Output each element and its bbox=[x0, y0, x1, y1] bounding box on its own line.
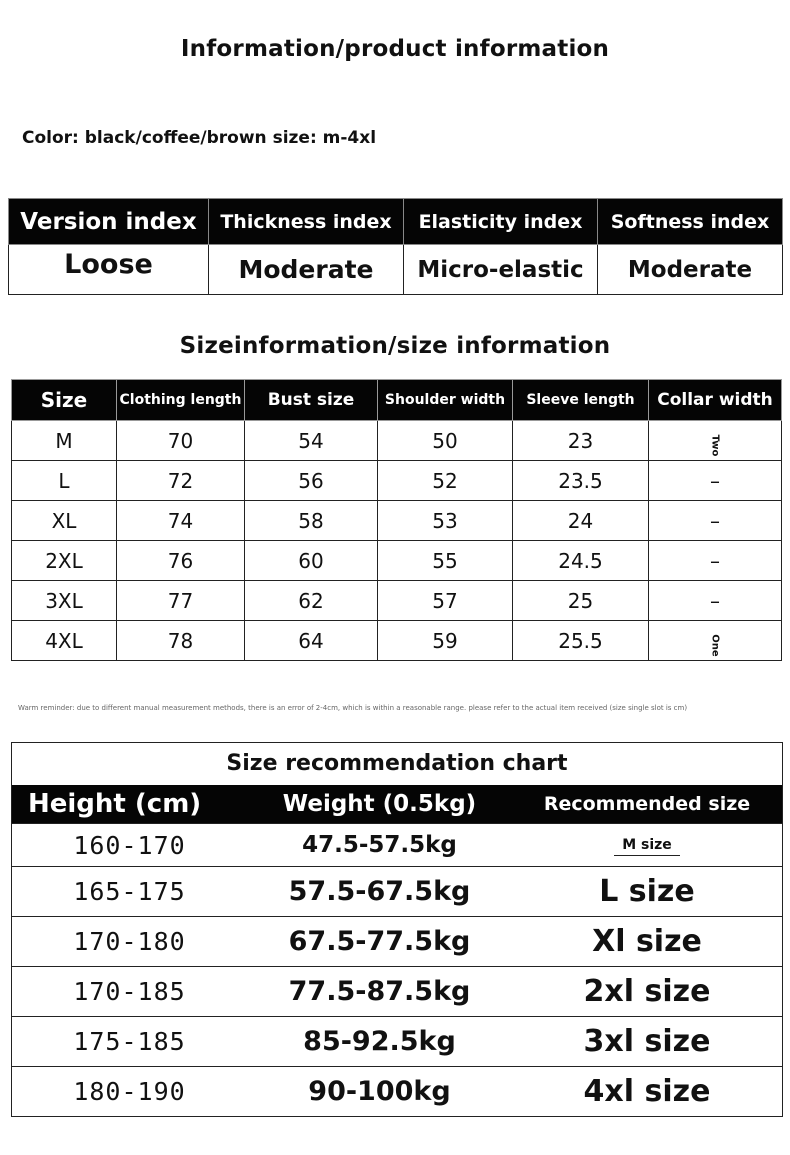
header-version-index: Version index bbox=[9, 199, 209, 245]
size-table bbox=[11, 379, 782, 661]
size-header-sleeve: Sleeve length bbox=[513, 380, 649, 421]
recommendation-table bbox=[12, 785, 782, 1116]
header-softness-index: Softness index bbox=[598, 199, 783, 245]
index-table bbox=[8, 198, 783, 295]
rec-size: 4xl size bbox=[512, 1067, 782, 1117]
size-cell: – bbox=[649, 581, 782, 621]
value-softness-index: Moderate bbox=[598, 245, 783, 295]
collar-note-two: Two bbox=[709, 434, 721, 456]
size-cell: 60 bbox=[245, 541, 378, 581]
size-row bbox=[12, 581, 782, 621]
rec-height: 170-185 bbox=[12, 967, 247, 1017]
value-elasticity-index: Micro-elastic bbox=[404, 245, 598, 295]
size-row bbox=[12, 501, 782, 541]
size-header-size: Size bbox=[12, 380, 117, 421]
size-cell bbox=[649, 421, 782, 461]
size-cell: 55 bbox=[378, 541, 513, 581]
rec-weight: 57.5-67.5kg bbox=[247, 867, 512, 917]
size-cell: 23 bbox=[513, 421, 649, 461]
size-cell: 74 bbox=[117, 501, 245, 541]
rec-size: Xl size bbox=[512, 917, 782, 967]
size-cell: 58 bbox=[245, 501, 378, 541]
rec-size: L size bbox=[512, 867, 782, 917]
size-header-clothing-length: Clothing length bbox=[117, 380, 245, 421]
header-elasticity-index: Elasticity index bbox=[404, 199, 598, 245]
size-recommendation-chart bbox=[11, 742, 783, 1117]
size-cell: XL bbox=[12, 501, 117, 541]
collar-note-one: One bbox=[709, 633, 721, 657]
size-cell: 24 bbox=[513, 501, 649, 541]
value-thickness-index: Moderate bbox=[209, 245, 404, 295]
rec-weight: 47.5-57.5kg bbox=[247, 824, 512, 867]
size-cell: 77 bbox=[117, 581, 245, 621]
rec-row bbox=[12, 917, 782, 967]
rec-size: 2xl size bbox=[512, 967, 782, 1017]
size-header-shoulder: Shoulder width bbox=[378, 380, 513, 421]
rec-weight: 85-92.5kg bbox=[247, 1017, 512, 1067]
size-title: Sizeinformation/size information bbox=[179, 333, 611, 359]
rec-row bbox=[12, 1067, 782, 1117]
rec-weight: 90-100kg bbox=[247, 1067, 512, 1117]
size-cell: 53 bbox=[378, 501, 513, 541]
rec-row bbox=[12, 824, 782, 867]
size-cell: 62 bbox=[245, 581, 378, 621]
size-cell: 64 bbox=[245, 621, 378, 661]
size-cell: 25 bbox=[513, 581, 649, 621]
size-row bbox=[12, 421, 782, 461]
size-cell: 54 bbox=[245, 421, 378, 461]
size-cell: 57 bbox=[378, 581, 513, 621]
info-title: Information/product information bbox=[180, 36, 610, 62]
rec-weight: 77.5-87.5kg bbox=[247, 967, 512, 1017]
header-thickness-index: Thickness index bbox=[209, 199, 404, 245]
size-cell: 3XL bbox=[12, 581, 117, 621]
rec-weight: 67.5-77.5kg bbox=[247, 917, 512, 967]
size-row bbox=[12, 461, 782, 501]
rec-height: 165-175 bbox=[12, 867, 247, 917]
size-header-bust: Bust size bbox=[245, 380, 378, 421]
size-cell: 70 bbox=[117, 421, 245, 461]
rec-row bbox=[12, 867, 782, 917]
rec-row bbox=[12, 1017, 782, 1067]
rec-height: 175-185 bbox=[12, 1017, 247, 1067]
size-cell: M bbox=[12, 421, 117, 461]
rec-height: 160-170 bbox=[12, 824, 247, 867]
rec-height: 180-190 bbox=[12, 1067, 247, 1117]
size-cell: 72 bbox=[117, 461, 245, 501]
value-version-index: Loose bbox=[9, 245, 209, 295]
warm-reminder: Warm reminder: due to different manual measurement methods, there is an error of 2-4cm, which is within a reasonable range. please refer to the actual item received (size single slot is cm) bbox=[18, 704, 688, 712]
size-cell: 24.5 bbox=[513, 541, 649, 581]
rec-size: 3xl size bbox=[512, 1017, 782, 1067]
rec-row bbox=[12, 967, 782, 1017]
size-header-collar: Collar width bbox=[649, 380, 782, 421]
rec-header-weight: Weight (0.5kg) bbox=[247, 785, 512, 824]
size-row bbox=[12, 621, 782, 661]
rec-header-size: Recommended size bbox=[512, 785, 782, 824]
size-cell: L bbox=[12, 461, 117, 501]
rec-size bbox=[512, 824, 782, 867]
size-cell: – bbox=[649, 541, 782, 581]
size-cell: 76 bbox=[117, 541, 245, 581]
rec-header-height: Height (cm) bbox=[12, 785, 247, 824]
size-cell: 59 bbox=[378, 621, 513, 661]
size-cell: 50 bbox=[378, 421, 513, 461]
size-cell: 52 bbox=[378, 461, 513, 501]
size-cell: – bbox=[649, 461, 782, 501]
size-row bbox=[12, 541, 782, 581]
color-size-line: Color: black/coffee/brown size: m-4xl bbox=[22, 128, 377, 148]
size-cell: 25.5 bbox=[513, 621, 649, 661]
size-cell: 78 bbox=[117, 621, 245, 661]
size-cell: 2XL bbox=[12, 541, 117, 581]
rec-height: 170-180 bbox=[12, 917, 247, 967]
size-cell bbox=[649, 621, 782, 661]
size-cell: – bbox=[649, 501, 782, 541]
size-cell: 56 bbox=[245, 461, 378, 501]
size-cell: 4XL bbox=[12, 621, 117, 661]
size-cell: 23.5 bbox=[513, 461, 649, 501]
rec-size-label: M size bbox=[614, 837, 680, 856]
recommendation-title: Size recommendation chart bbox=[226, 751, 568, 776]
